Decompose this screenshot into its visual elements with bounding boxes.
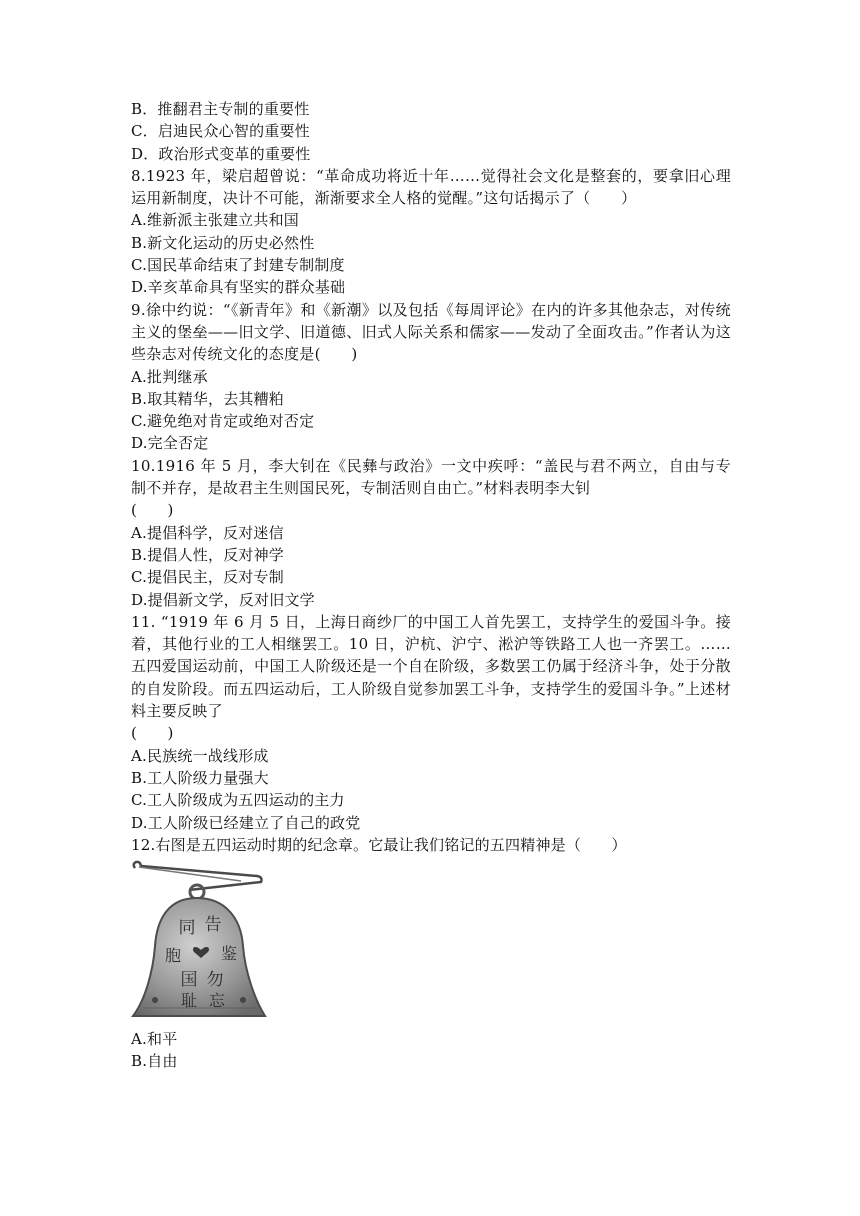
- q8-option-a: A.维新派主张建立共和国: [131, 211, 300, 230]
- q8-option-d: D.辛亥革命具有坚实的群众基础: [131, 278, 346, 297]
- q11-option-c: C.工人阶级成为五四运动的主力: [131, 791, 345, 810]
- q11-option-b: B.工人阶级力量强大: [131, 768, 269, 787]
- q10-answer-paren: ( ): [131, 501, 174, 520]
- q9-option-b: B.取其精华，去其糟粕: [131, 389, 284, 408]
- q10-option-a: A.提倡科学，反对迷信: [131, 523, 284, 542]
- q8-option-b: B.新文化运动的历史必然性: [131, 233, 315, 252]
- medal-char-5: 国: [180, 970, 198, 991]
- medal-char-7: 耻: [180, 991, 198, 1011]
- medal-char-4: 鉴: [220, 944, 238, 964]
- medal-char-2: 告: [204, 915, 222, 936]
- q11-option-a: A.民族统一战线形成: [131, 746, 269, 765]
- q9-option-c: C.避免绝对肯定或绝对否定: [131, 412, 315, 431]
- q12-stem: 12.右图是五四运动时期的纪念章。它最让我们铭记的五四精神是（ ）: [131, 835, 627, 854]
- q11-option-d: D.工人阶级已经建立了自己的政党: [131, 813, 361, 832]
- q10-stem: 10.1916 年 5 月，李大钊在《民彝与政治》一文中疾呼：“盖民与君不两立，自由与专制不并存，是故君主生则国民死，专制活则自由亡。”材料表明李大钊: [131, 456, 731, 498]
- q11-answer-paren: ( ): [131, 724, 174, 743]
- medal-char-1: 同: [178, 918, 196, 939]
- medal-char-3: 胞: [164, 946, 182, 966]
- q9-option-d: D.完全否定: [131, 434, 209, 453]
- q12-option-a: A.和平: [131, 1030, 178, 1049]
- q10-option-c: C.提倡民主，反对专制: [131, 568, 284, 587]
- q9-option-a: A.批判继承: [131, 367, 208, 386]
- q10-option-b: B.提倡人性，反对神学: [131, 545, 284, 564]
- q7-option-c: C．启迪民众心智的重要性: [131, 122, 310, 141]
- q12-option-b: B.自由: [131, 1052, 178, 1071]
- medal-char-8: 忘: [208, 991, 226, 1011]
- q10-option-d: D.提倡新文学，反对旧文学: [131, 590, 315, 609]
- q7-option-b: B．推翻君主专制的重要性: [131, 100, 310, 118]
- commemorative-badge-image: [129, 860, 269, 1024]
- q9-stem: 9.徐中约说：“《新青年》和《新潮》以及包括《每周评论》在内的许多其他杂志，对传统主义的堡垒——旧文学、旧道德、旧式人际关系和儒家——发动了全面攻击。”作者认为这些杂志对传统文化的态度是( ): [131, 300, 731, 364]
- q11-stem: 11. “1919 年 6 月 5 日，上海日商纱厂的中国工人首先罢工，支持学生的爱国斗争。接着，其他行业的工人相继罢工。10 日，沪杭、沪宁、淞沪等铁路工人也一齐罢工。……五四爱国运动前，中国工人阶级还是一个自在阶级，多数罢工仍属于经济斗争，处于分散的自发阶段。而五四运动后，工人阶级自觉参加罢工斗争，支持学生的爱国斗争。”上述材料主要反映了: [131, 612, 731, 721]
- medal-char-6: 勿: [206, 970, 224, 991]
- q8-option-c: C.国民革命结束了封建专制制度: [131, 256, 345, 275]
- q8-stem: 8.1923 年，梁启超曾说：“革命成功将近十年……觉得社会文化是整套的，要拿旧心理运用新制度，决计不可能，渐渐要求全人格的觉醒。”这句话揭示了（ ）: [131, 166, 731, 208]
- q7-option-d: D．政治形式变革的重要性: [131, 144, 311, 163]
- exam-content: [131, 98, 731, 1073]
